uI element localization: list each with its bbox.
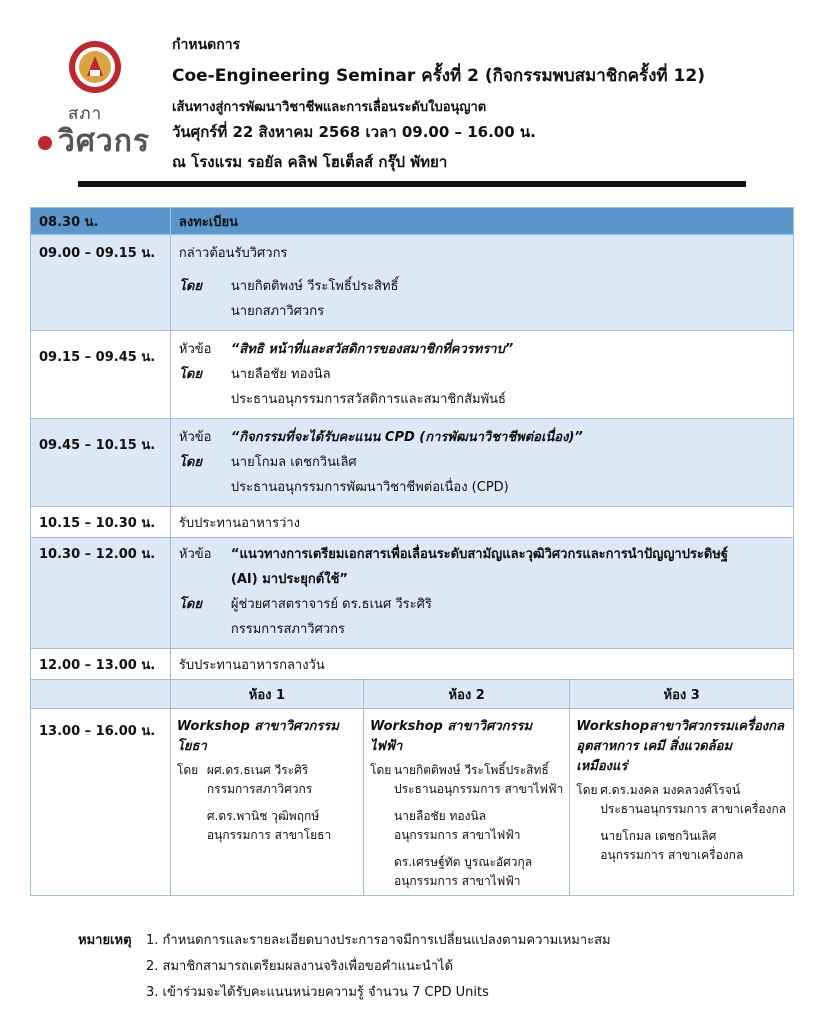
topic-text: “สิทธิ หน้าที่และสวัสดิการของสมาชิกที่ควรทราบ” bbox=[230, 342, 514, 357]
table-row bbox=[31, 208, 794, 235]
event-venue: ณ โรงแรม รอยัล คลิฟ โฮเต็ลส์ กรุ๊ป พัทยา bbox=[172, 153, 448, 171]
workshop-title: Workshop สาขาวิศวกรรมโยธา bbox=[176, 719, 339, 754]
seminar-subtitle: เส้นทางสู่การพัฒนาวิชาชีพและการเลื่อนระดับใบอนุญาต bbox=[172, 100, 487, 115]
topic-label: หัวข้อ bbox=[178, 430, 212, 445]
person-role: อนุกรรมการ สาขาเครื่องกล bbox=[600, 848, 744, 862]
by-label: โดย bbox=[178, 455, 202, 470]
content-cell bbox=[170, 419, 793, 507]
topic-label: หัวข้อ bbox=[178, 342, 212, 357]
room-3-header: ห้อง 3 bbox=[570, 680, 794, 709]
time-text: 09.00 – 09.15 น. bbox=[39, 246, 156, 261]
person-role: อนุกรรมการ สาขาไฟฟ้า bbox=[394, 874, 521, 888]
table-row bbox=[31, 680, 794, 709]
time-cell: 12.00 – 13.00 น. bbox=[31, 649, 171, 680]
table-row bbox=[31, 235, 794, 331]
topic-text: “กิจกรรมที่จะได้รับคะแนน CPD (การพัฒนาวิชาชีพต่อเนื่อง)” bbox=[230, 430, 583, 445]
person-name: ผศ.ดร.ธเนศ วีระศิริ bbox=[206, 763, 309, 777]
by-label: โดย bbox=[178, 279, 202, 294]
topic-label: หัวข้อ bbox=[178, 547, 212, 562]
person-name: นายลือชัย ทองนิล bbox=[394, 809, 487, 823]
by-label: โดย bbox=[370, 763, 392, 777]
logo-sapha-text: สภา bbox=[68, 104, 103, 124]
time-cell bbox=[31, 709, 171, 896]
council-seal-icon bbox=[68, 40, 122, 94]
document-header bbox=[0, 0, 822, 190]
lunch-cell: รับประทานอาหารกลางวัน bbox=[170, 649, 793, 680]
table-row bbox=[31, 709, 794, 896]
time-text: 09.15 – 09.45 น. bbox=[39, 350, 156, 365]
logo-dot-icon bbox=[38, 136, 52, 150]
header-divider bbox=[78, 181, 746, 187]
workshop-room-3 bbox=[570, 709, 794, 896]
coe-logo bbox=[58, 40, 172, 160]
workshop-room-1 bbox=[170, 709, 363, 896]
table-row bbox=[31, 538, 794, 649]
speaker-role: นายกสภาวิศวกร bbox=[230, 304, 325, 319]
person-role: ประธานอนุกรรมการ สาขาไฟฟ้า bbox=[394, 782, 564, 796]
person-role: อนุกรรมการ สาขาไฟฟ้า bbox=[394, 828, 521, 842]
notes-section bbox=[78, 928, 611, 1006]
person-role: ประธานอนุกรรมการ สาขาเครื่องกล bbox=[600, 802, 787, 816]
logo-name-text: วิศวกร bbox=[58, 124, 151, 159]
empty-cell bbox=[31, 680, 171, 709]
schedule-table bbox=[30, 207, 794, 896]
speaker-role: กรรมการสภาวิศวกร bbox=[230, 622, 345, 637]
person-name: ศ.ดร.มงคล มงคลวงศ์โรจน์ bbox=[600, 783, 741, 797]
note-item: 2. สมาชิกสามารถเตรียมผลงานจริงเพื่อขอคำแนะนำได้ bbox=[146, 959, 454, 974]
note-item: 3. เข้าร่วมจะได้รับคะแนนหน่วยความรู้ จำนวน 7 CPD Units bbox=[146, 985, 489, 1000]
person-role: กรรมการสภาวิศวกร bbox=[206, 782, 313, 796]
table-row bbox=[31, 331, 794, 419]
event-date: วันศุกร์ที่ 22 สิงหาคม 2568 เวลา 09.00 – 16.00 น. bbox=[172, 123, 536, 141]
workshop-room-2 bbox=[364, 709, 570, 896]
topic-text-line2: (AI) มาประยุกต์ใช้” bbox=[230, 572, 348, 587]
person-name: นายกิตติพงษ์ วีระโพธิ์ประสิทธิ์ bbox=[394, 763, 549, 777]
time-cell bbox=[31, 331, 171, 419]
content-cell bbox=[170, 538, 793, 649]
table-row bbox=[31, 649, 794, 680]
time-cell bbox=[31, 235, 171, 331]
speaker-name: นายกิตติพงษ์ วีระโพธิ์ประสิทธิ์ bbox=[230, 279, 399, 294]
notes-label: หมายเหตุ bbox=[78, 933, 132, 948]
workshop-title: Workshop สาขาวิศวกรรมไฟฟ้า bbox=[370, 719, 533, 754]
time-cell bbox=[31, 419, 171, 507]
time-text: 09.45 – 10.15 น. bbox=[39, 438, 156, 453]
note-item: 1. กำหนดการและรายละเอียดบางประการอาจมีการเปลี่ยนแปลงตามความเหมาะสม bbox=[146, 933, 611, 948]
time-cell: 08.30 น. bbox=[31, 208, 171, 235]
person-name: ดร.เศรษฐ์ทัต บูรณะอัศวกุล bbox=[394, 855, 533, 869]
registration-cell: ลงทะเบียน bbox=[170, 208, 793, 235]
speaker-role: ประธานอนุกรรมการพัฒนาวิชาชีพต่อเนื่อง (CPD) bbox=[230, 480, 509, 495]
person-name: ศ.ดร.พานิช วุฒิพฤกษ์ bbox=[206, 809, 320, 823]
topic-text-line1: “แนวทางการเตรียมเอกสารเพื่อเลื่อนระดับสามัญและวุฒิวิศวกรและการนำปัญญาประดิษฐ์ bbox=[230, 547, 729, 562]
doc-title: กำหนดการ bbox=[172, 37, 241, 53]
person-name: นายโกมล เดชกวินเลิศ bbox=[600, 829, 717, 843]
speaker-name: ผู้ช่วยศาสตราจารย์ ดร.ธเนศ วีระศิริ bbox=[230, 597, 432, 612]
workshop-title-line3: เหมืองแร่ bbox=[576, 759, 628, 774]
content-cell bbox=[170, 331, 793, 419]
welcome-text: กล่าวต้อนรับวิศวกร bbox=[178, 246, 288, 261]
by-label: โดย bbox=[576, 783, 598, 797]
seminar-title: Coe-Engineering Seminar ครั้งที่ 2 (กิจกรรมพบสมาชิกครั้งที่ 12) bbox=[172, 66, 705, 86]
workshop-title-line2: อุตสาหการ เคมี สิ่งแวดล้อม bbox=[576, 739, 733, 754]
by-label: โดย bbox=[178, 597, 202, 612]
time-text: 10.30 – 12.00 น. bbox=[39, 547, 156, 562]
speaker-name: นายโกมล เดชกวินเลิศ bbox=[230, 455, 357, 470]
room-1-header: ห้อง 1 bbox=[170, 680, 363, 709]
table-row bbox=[31, 419, 794, 507]
workshop-title-line1: Workshopสาขาวิศวกรรมเครื่องกล bbox=[576, 719, 784, 734]
time-cell: 10.15 – 10.30 น. bbox=[31, 507, 171, 538]
time-text: 13.00 – 16.00 น. bbox=[39, 724, 156, 739]
by-label: โดย bbox=[176, 763, 199, 777]
table-row bbox=[31, 507, 794, 538]
content-cell bbox=[170, 235, 793, 331]
speaker-name: นายลือชัย ทองนิล bbox=[230, 367, 331, 382]
time-cell bbox=[31, 538, 171, 649]
room-2-header: ห้อง 2 bbox=[364, 680, 570, 709]
speaker-role: ประธานอนุกรรมการสวัสดิการและสมาชิกสัมพันธ์ bbox=[230, 392, 506, 407]
by-label: โดย bbox=[178, 367, 202, 382]
person-role: อนุกรรมการ สาขาโยธา bbox=[206, 828, 332, 842]
break-cell: รับประทานอาหารว่าง bbox=[170, 507, 793, 538]
